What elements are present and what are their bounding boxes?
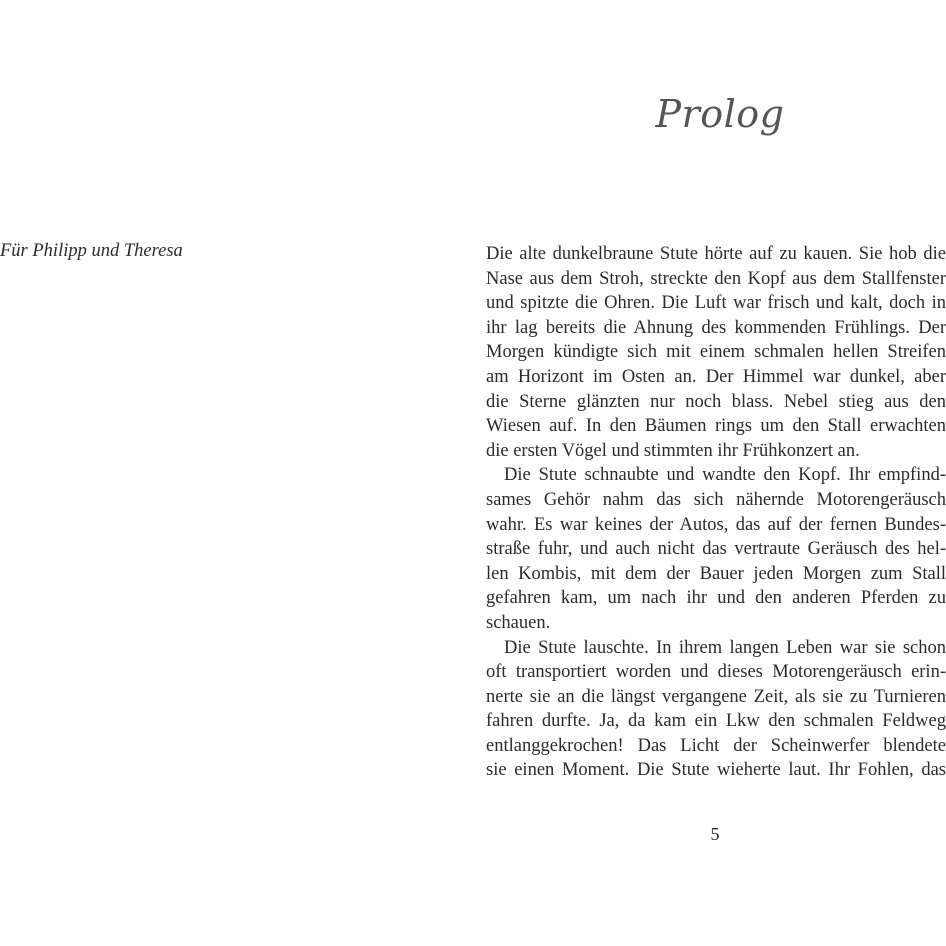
text-line: wahr. Es war keines der Autos, das auf der fernen Bundes-: [486, 514, 946, 535]
text-line: nerte sie an die längst vergangene Zeit, als sie zu Turnieren: [486, 686, 946, 707]
text-line: die Sterne glänzten nur noch blass. Nebel stieg aus den: [486, 391, 946, 412]
dedication: Für Philipp und Theresa: [0, 241, 183, 261]
text-line: ihr lag bereits die Ahnung des kommenden Frühlings. Der: [486, 317, 946, 338]
text-line: am Horizont im Osten an. Der Himmel war dunkel, aber: [486, 366, 946, 387]
text-line: oft transportiert worden und dieses Motorengeräusch erin-: [486, 662, 946, 683]
page-number: 5: [710, 824, 720, 844]
paragraph-1: [486, 242, 946, 463]
paragraph-3: [486, 636, 946, 784]
text-line: gefahren kam, um nach ihr und den anderen Pferden zu: [486, 588, 946, 609]
chapter-title: Prolog: [655, 92, 785, 136]
text-line: Morgen kündigte sich mit einem schmalen hellen Streifen: [486, 342, 946, 363]
text-line: Die alte dunkelbraune Stute hörte auf zu kauen. Sie hob die: [486, 244, 946, 264]
body-text: [486, 242, 946, 783]
text-line: schauen.: [486, 612, 551, 633]
text-line: len Kombis, mit dem der Bauer jeden Morgen zum Stall: [486, 563, 946, 584]
text-line: Wiesen auf. In den Bäumen rings um den Stall erwachten: [486, 416, 946, 437]
text-line: Nase aus dem Stroh, streckte den Kopf aus dem Stallfenster: [486, 268, 946, 289]
text-line: sie einen Moment. Die Stute wieherte laut. Ihr Fohlen, das: [486, 760, 946, 781]
text-line: entlanggekrochen! Das Licht der Scheinwerfer blendete: [486, 735, 946, 756]
paragraph-2: [486, 463, 946, 635]
text-line: sames Gehör nahm das sich nähernde Motorengeräusch: [486, 489, 946, 510]
text-line: die ersten Vögel und stimmten ihr Frühkonzert an.: [486, 440, 860, 461]
text-line: straße fuhr, und auch nicht das vertraute Geräusch des hel-: [486, 539, 946, 560]
text-line: und spitzte die Ohren. Die Luft war frisch und kalt, doch in: [486, 293, 946, 314]
text-line: Die Stute schnaubte und wandte den Kopf. Ihr empfind-: [504, 465, 946, 486]
text-line: Die Stute lauschte. In ihrem langen Leben war sie schon: [504, 637, 946, 658]
text-line: fahren durfte. Ja, da kam ein Lkw den schmalen Feldweg: [486, 711, 946, 732]
